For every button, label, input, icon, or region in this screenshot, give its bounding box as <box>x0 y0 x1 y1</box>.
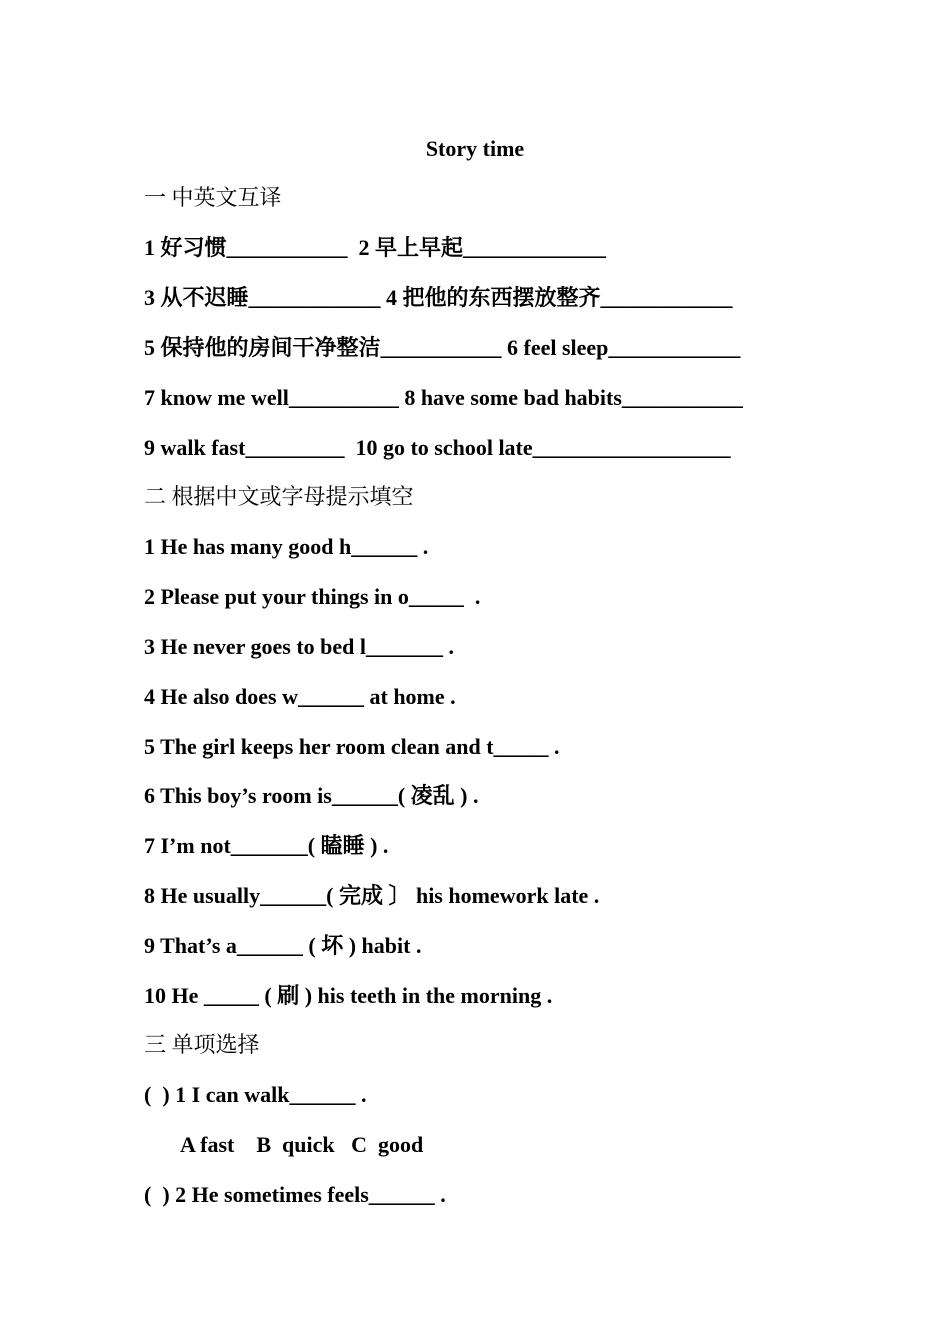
fill-blank-question: 1 He has many good h______ . <box>144 534 429 559</box>
fill-blank-question: 6 This boy’s room is______( 凌乱 ) . <box>144 783 479 808</box>
fill-blank-question: 3 He never goes to bed l_______ . <box>144 634 455 659</box>
fill-blank-question: 4 He also does w______ at home . <box>144 684 456 709</box>
fill-blank-question: 7 I’m not_______( 瞌睡 ) . <box>144 833 389 858</box>
fill-blank-question: 2 Please put your things in o_____ . <box>144 584 481 609</box>
multiple-choice-options: A fast B quick C good <box>180 1132 424 1157</box>
translation-row: 1 好习惯___________ 2 早上早起_____________ <box>144 235 607 260</box>
page-title: Story time <box>425 136 525 161</box>
multiple-choice-question: ( ) 2 He sometimes feels______ . <box>144 1182 446 1207</box>
fill-blank-question: 9 That’s a______ ( 坏 ) habit . <box>144 933 422 958</box>
fill-blank-question: 8 He usually______( 完成 〕 his homework late . <box>144 883 600 908</box>
fill-blank-question: 5 The girl keeps her room clean and t_____ . <box>144 734 560 759</box>
translation-row: 7 know me well__________ 8 have some bad habits___________ <box>144 385 743 410</box>
translation-row: 3 从不迟睡____________ 4 把他的东西摆放整齐____________ <box>144 285 733 310</box>
translation-row: 5 保持他的房间干净整洁___________ 6 feel sleep____________ <box>144 335 741 360</box>
section-heading-multiple-choice: 三 单项选择 <box>144 1032 260 1057</box>
translation-row: 9 walk fast_________ 10 go to school late__________________ <box>144 435 731 460</box>
section-heading-fill-blank: 二 根据中文或字母提示填空 <box>144 484 414 509</box>
section-heading-translation: 一 中英文互译 <box>144 185 282 210</box>
multiple-choice-question: ( ) 1 I can walk______ . <box>144 1082 367 1107</box>
fill-blank-question: 10 He _____ ( 刷 ) his teeth in the morning . <box>144 983 553 1008</box>
